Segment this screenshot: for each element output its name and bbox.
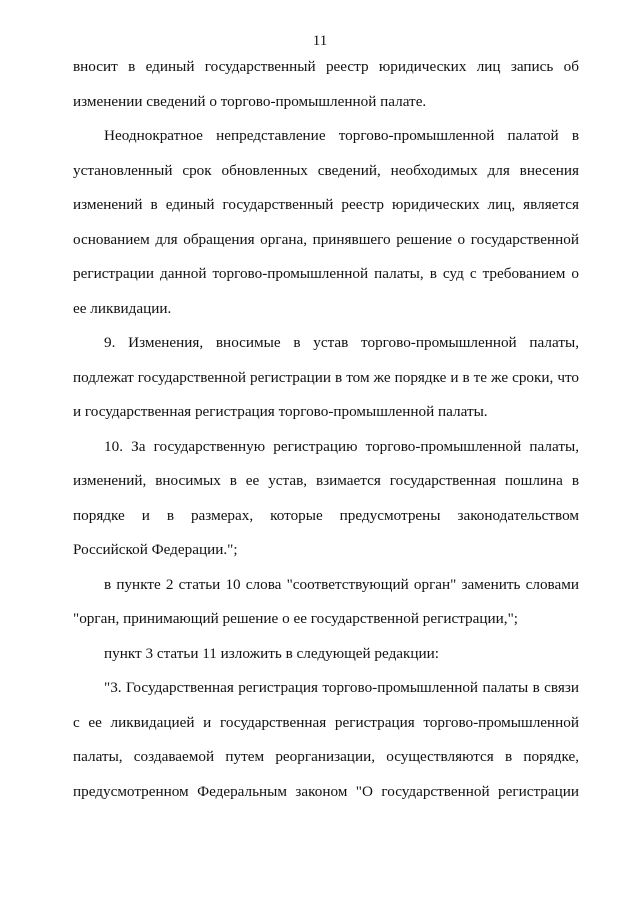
- paragraph: [73, 568, 579, 637]
- text-line: палаты, создаваемой путем реорганизации, осуществляются в порядке,: [73, 748, 579, 765]
- text-line: ее ликвидации.: [73, 299, 172, 317]
- text-line: изменении сведений о торгово-промышленной палате.: [73, 92, 427, 110]
- text-line: в пункте 2 статьи 10 слова "соответствующий орган" заменить словами: [104, 575, 579, 593]
- paragraph: [73, 326, 579, 430]
- paragraph: [73, 50, 579, 119]
- text-line: "орган, принимающий решение о ее государственной регистрации,";: [73, 610, 518, 627]
- paragraph: [73, 671, 579, 809]
- text-line: основанием для обращения органа, принявшего решение о государственной: [73, 230, 579, 248]
- text-line: 10. За государственную регистрацию торгово-промышленной палаты,: [104, 437, 579, 455]
- text-line: порядке и в размерах, которые предусмотрены законодательством: [73, 506, 579, 524]
- text-line: подлежат государственной регистрации в том же порядке и в те же сроки, что: [73, 368, 579, 386]
- text-line: вносит в единый государственный реестр юридических лиц запись об: [73, 58, 579, 75]
- paragraph: [73, 430, 579, 568]
- text-line: и государственная регистрация торгово-промышленной палаты.: [73, 403, 488, 420]
- paragraph: [73, 119, 579, 326]
- text-line: "3. Государственная регистрация торгово-промышленной палаты в связи: [104, 679, 579, 696]
- text-line: установленный срок обновленных сведений, необходимых для внесения: [73, 161, 579, 179]
- text-line: Российской Федерации.";: [73, 541, 238, 558]
- paragraph: [73, 637, 579, 672]
- text-line: изменений в единый государственный реестр юридических лиц, является: [73, 196, 579, 213]
- text-line: изменений, вносимых в ее устав, взимается государственная пошлина в: [73, 472, 579, 489]
- text-line: с ее ликвидацией и государственная регистрация торгово-промышленной: [73, 713, 579, 731]
- text-line: Неоднократное непредставление торгово-промышленной палатой в: [104, 127, 579, 144]
- text-line: пункт 3 статьи 11 изложить в следующей редакции:: [104, 644, 440, 662]
- document-body: [73, 50, 579, 809]
- text-line: регистрации данной торгово-промышленной палаты, в суд с требованием о: [73, 265, 579, 282]
- text-line: предусмотренном Федеральным законом "О государственной регистрации: [73, 782, 579, 800]
- text-line: 9. Изменения, вносимые в устав торгово-промышленной палаты,: [104, 334, 579, 351]
- page-number: 11: [312, 33, 328, 49]
